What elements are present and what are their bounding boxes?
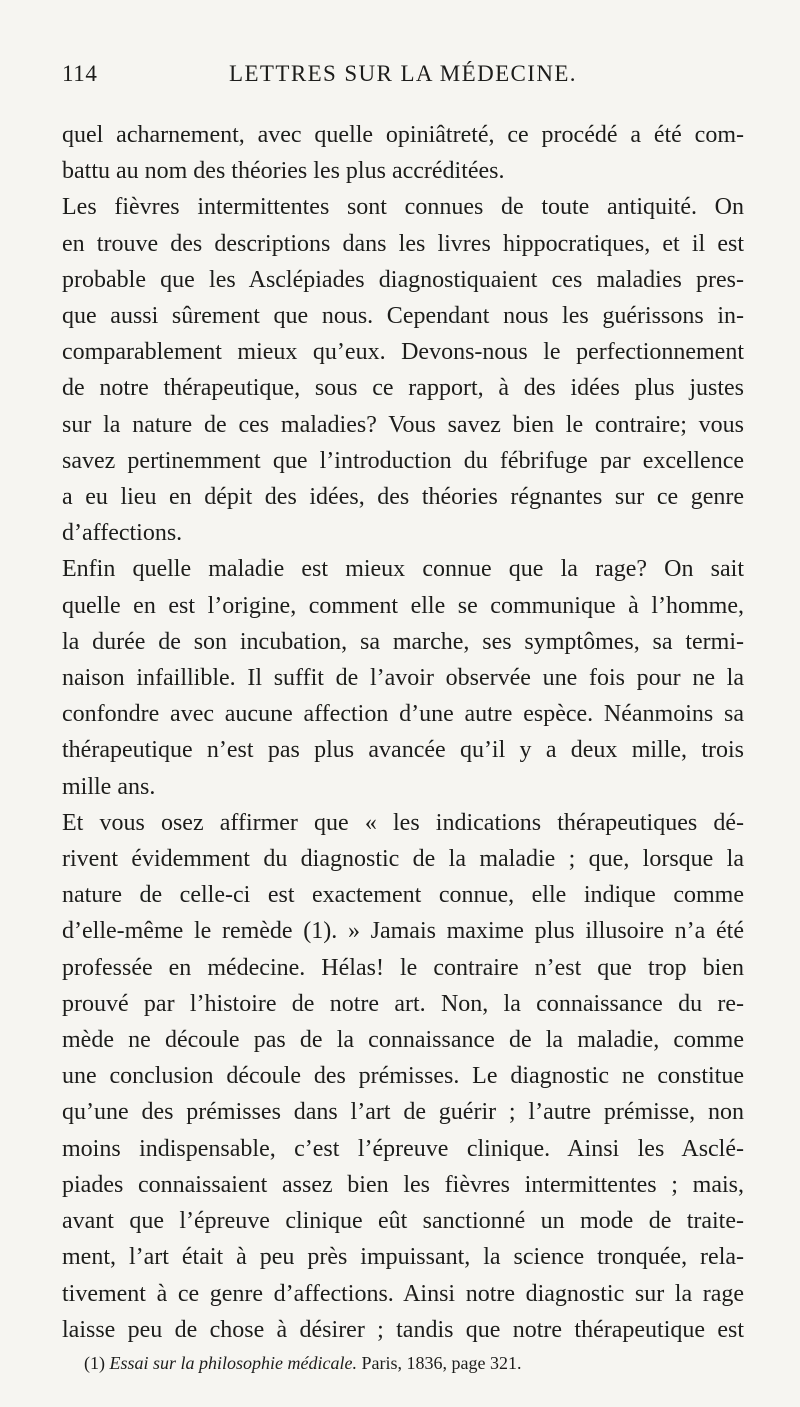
text-line: moins indispensable, c’est l’épreuve clinique. Ainsi les Asclé- [62, 1135, 744, 1162]
running-head [62, 55, 744, 95]
text-line: avant que l’épreuve clinique eût sanctionné un mode de traite- [62, 1208, 744, 1235]
text-line: prouvé par l’histoire de notre art. Non, la connaissance du re- [62, 990, 744, 1017]
text-line: en trouve des descriptions dans les livres hippocratiques, et il est [62, 230, 744, 257]
running-title: LETTRES SUR LA MÉDECINE. [229, 61, 577, 86]
text-line: savez pertinemment que l’introduction du fébrifuge par excellence [62, 447, 744, 474]
page-number: 114 [62, 61, 98, 86]
text-line: d’elle-même le remède (1). » Jamais maxime plus illusoire n’a été [62, 918, 744, 945]
text-line: sur la nature de ces maladies? Vous savez bien le contraire; vous [62, 411, 744, 438]
text-line: qu’une des prémisses dans l’art de guérir ; l’autre prémisse, non [62, 1099, 744, 1126]
text-line: Et vous osez affirmer que « les indications thérapeutiques dé- [62, 809, 744, 836]
text-line: confondre avec aucune affection d’une autre espèce. Néanmoins sa [62, 701, 744, 728]
text-line: professée en médecine. Hélas! le contraire n’est que trop bien [62, 954, 744, 981]
text-line: ment, l’art était à peu près impuissant, la science tronquée, rela- [62, 1244, 744, 1271]
text-line: piades connaissaient assez bien les fièvres intermittentes ; mais, [62, 1171, 744, 1198]
text-line: que aussi sûrement que nous. Cependant nous les guérissons in- [62, 303, 744, 330]
text-line: quel acharnement, avec quelle opiniâtreté, ce procédé a été com- [62, 122, 744, 148]
footnote [84, 1353, 744, 1374]
text-line: quelle en est l’origine, comment elle se communique à l’homme, [62, 592, 744, 619]
text-line: une conclusion découle des prémisses. Le diagnostic ne constitue [62, 1063, 744, 1090]
text-line: Enfin quelle maladie est mieux connue que la rage? On sait [62, 556, 744, 583]
footnote-marker: (1) [84, 1353, 105, 1373]
text-line: thérapeutique n’est pas plus avancée qu’il y a deux mille, trois [62, 737, 744, 764]
text-line: a eu lieu en dépit des idées, des théories régnantes sur ce genre [62, 484, 744, 511]
body-text [62, 117, 744, 1348]
text-line: Les fièvres intermittentes sont connues de toute antiquité. On [62, 194, 744, 221]
text-line: nature de celle-ci est exactement connue, elle indique comme [62, 882, 744, 909]
text-line: d’affections. [62, 520, 183, 547]
text-line: battu au nom des théories les plus accréditées. [62, 158, 505, 185]
text-line: tivement à ce genre d’affections. Ainsi notre diagnostic sur la rage [62, 1280, 744, 1307]
text-line: naison infaillible. Il suffit de l’avoir observée une fois pour ne la [62, 665, 744, 692]
text-line: comparablement mieux qu’eux. Devons-nous le perfectionnement [62, 339, 744, 366]
text-line: de notre thérapeutique, sous ce rapport, à des idées plus justes [62, 375, 744, 402]
footnote-cited-title: Essai sur la philosophie médicale. [109, 1353, 357, 1373]
text-line: probable que les Asclépiades diagnostiquaient ces maladies pres- [62, 266, 744, 293]
text-line: laisse peu de chose à désirer ; tandis que notre thérapeutique est [62, 1316, 744, 1343]
text-line: rivent évidemment du diagnostic de la maladie ; que, lorsque la [62, 846, 744, 873]
text-line: mède ne découle pas de la connaissance de la maladie, comme [62, 1027, 744, 1054]
text-line: mille ans. [62, 773, 156, 800]
footnote-details: Paris, 1836, page 321. [361, 1353, 522, 1373]
text-line: la durée de son incubation, sa marche, ses symptômes, sa termi- [62, 628, 744, 655]
